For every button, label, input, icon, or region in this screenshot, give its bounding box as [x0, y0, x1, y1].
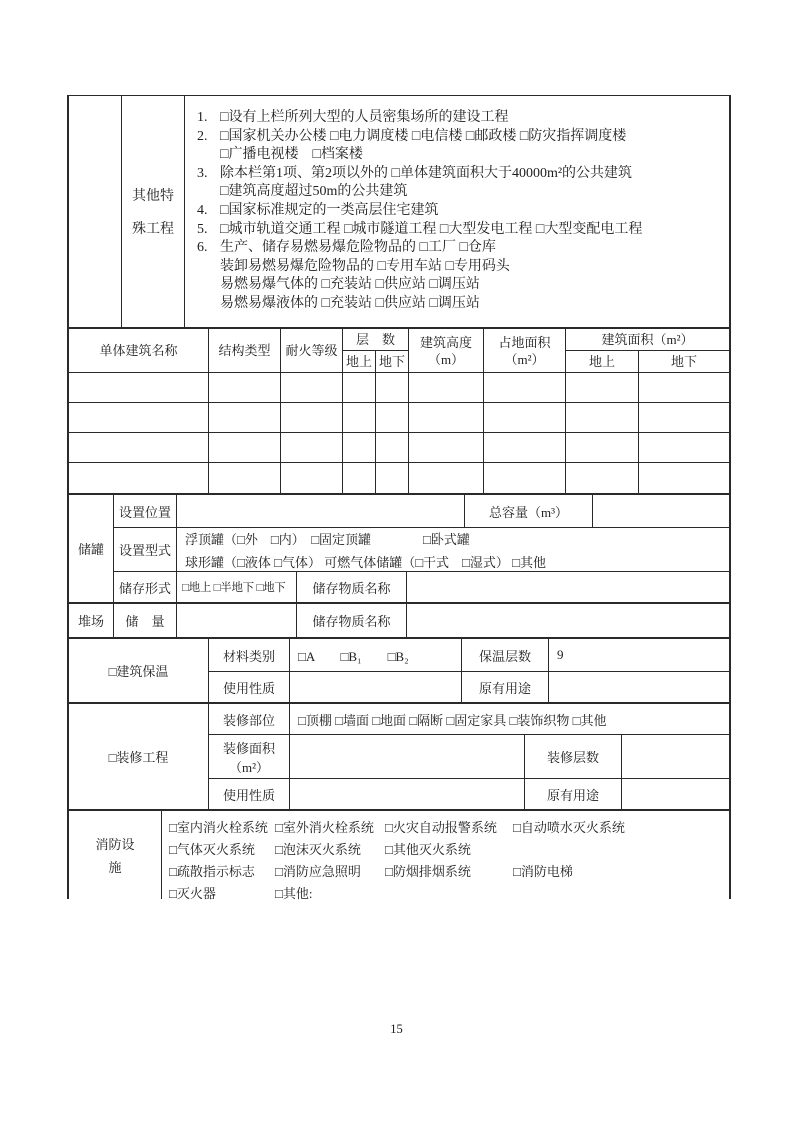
tank-storage-form-options: □地上 □半地下 □地下 [177, 572, 297, 602]
line-number: 4. [197, 202, 208, 218]
col-header-structure-type: 结构类型 [209, 329, 281, 372]
special-project-line [197, 239, 725, 258]
checkbox-options-text: □城市轨道交通工程 □城市隧道工程 □大型发电工程 □大型变配电工程 [220, 221, 643, 237]
building-cell [376, 463, 409, 493]
fire-facilities-row [169, 815, 729, 837]
checkbox-options-text: 易燃易爆气体的 □充装站 □供应站 □调压站 [220, 277, 480, 293]
line-number [197, 183, 220, 202]
building-cell [281, 433, 343, 462]
col-header-floor-area: 建筑面积（m²） [566, 329, 729, 351]
building-cell [69, 403, 209, 432]
insulation-original-use-label: 原有用途 [462, 672, 549, 702]
special-project-line [197, 165, 725, 184]
building-cell [69, 433, 209, 462]
decoration-parts-options: □顶棚 □墙面 □地面 □隔断 □固定家具 □装饰织物 □其他 [298, 712, 607, 728]
checkbox-options-text: 生产、储存易燃易爆危险物品的 □工厂 □仓库 [220, 240, 496, 256]
decoration-works-label: □装修工程 [69, 704, 209, 809]
stockyard-quantity-label: 储 量 [114, 604, 177, 637]
decoration-parts-label: 装修部位 [209, 704, 290, 734]
building-cell [639, 403, 729, 432]
building-row [69, 433, 729, 463]
tank-storage-form-label: 储存形式 [114, 572, 177, 602]
building-cell [409, 403, 484, 432]
checkbox-option: □消防电梯 [513, 863, 573, 879]
tank-type-options-line2: 球形罐（□液体 □气体） 可燃气体储罐（□干式 □湿式） □其他 [185, 554, 547, 570]
decoration-original-use-value [622, 779, 729, 809]
building-cell [281, 403, 343, 432]
building-cell [376, 433, 409, 462]
building-cell [409, 463, 484, 493]
col-header-footprint-area [484, 329, 566, 372]
special-project-line [197, 128, 725, 147]
line-number: 6. [197, 240, 208, 256]
insulation-material-class-label: 材料类别 [209, 639, 290, 671]
line-number [197, 146, 220, 165]
fire-facilities-row [169, 881, 729, 903]
building-cell [566, 433, 639, 462]
building-cell [484, 433, 566, 462]
col-header-area-below: 地下 [670, 354, 697, 369]
special-projects-empty-cell [69, 96, 122, 327]
col-header-footprint-line1: 占地面积 [498, 334, 551, 350]
col-header-floor-area-group [566, 329, 729, 372]
building-row [69, 403, 729, 433]
building-cell [484, 373, 566, 402]
fire-facilities-options [162, 811, 729, 899]
building-cell [343, 373, 376, 402]
line-number [197, 276, 220, 295]
storage-tank-label: 储罐 [69, 495, 114, 602]
insulation-usage-value [290, 672, 462, 702]
building-cell [484, 403, 566, 432]
decoration-original-use-label: 原有用途 [525, 779, 622, 809]
tank-type-options [177, 528, 729, 571]
special-project-line [197, 258, 725, 277]
tank-total-capacity-label: 总容量（m³） [465, 495, 593, 527]
line-number [197, 295, 220, 314]
decoration-area-label-line1: 装修面积 [222, 740, 275, 756]
checkbox-option: □室外消火栓系统 [275, 819, 374, 835]
decoration-floors-value [622, 735, 729, 778]
checkbox-options-text: □建筑高度超过50m的公共建筑 [220, 184, 408, 200]
checkbox-option: □灭火器 [169, 885, 216, 901]
col-header-floors-below: 地下 [378, 354, 405, 369]
col-header-building-height-line1: 建筑高度 [419, 334, 472, 350]
building-cell [69, 373, 209, 402]
building-cell [343, 463, 376, 493]
col-header-building-height [409, 329, 484, 372]
building-cell [409, 433, 484, 462]
col-header-building-name: 单体建筑名称 [69, 329, 209, 372]
decoration-usage-value [290, 779, 525, 809]
checkbox-option: □室内消火栓系统 [169, 819, 268, 835]
checkbox-option: □泡沫灭火系统 [275, 841, 361, 857]
decoration-area-value [290, 735, 525, 778]
fire-declaration-form-table [67, 95, 731, 899]
special-project-line [197, 202, 725, 221]
col-header-fire-rating: 耐火等级 [281, 329, 343, 372]
building-insulation-label: □建筑保温 [69, 639, 209, 702]
building-cell [566, 373, 639, 402]
building-cell [209, 403, 281, 432]
tank-location-value [177, 495, 465, 527]
building-cell [209, 463, 281, 493]
stockyard-quantity-value [177, 604, 297, 637]
checkbox-option: □自动喷水灭火系统 [513, 819, 625, 835]
building-info-table [69, 329, 729, 495]
tank-location-label: 设置位置 [114, 495, 177, 527]
insulation-usage-label: 使用性质 [209, 672, 290, 702]
building-cell [639, 433, 729, 462]
building-cell [639, 373, 729, 402]
tank-material-name-value [407, 572, 729, 602]
checkbox-options-text: □广播电视楼 □档案楼 [220, 147, 363, 163]
fire-facilities-row [169, 837, 729, 859]
checkbox-options-text: □设有上栏所列大型的人员密集场所的建设工程 [220, 110, 509, 125]
line-number: 3. [197, 165, 208, 181]
line-number: 2. [197, 128, 208, 144]
special-project-line [197, 109, 725, 128]
col-header-floors: 层 数 [343, 329, 408, 351]
special-projects-options [185, 96, 729, 327]
special-project-line [197, 146, 725, 165]
line-number: 1. [197, 110, 208, 125]
checkbox-option: □其他: [275, 885, 313, 901]
tank-type-label: 设置型式 [114, 528, 177, 571]
special-project-line [197, 221, 725, 240]
tank-total-capacity-value [593, 495, 729, 527]
special-project-line [197, 276, 725, 295]
stockyard-material-name-label: 储存物质名称 [297, 604, 407, 637]
building-cell [343, 403, 376, 432]
building-cell [69, 463, 209, 493]
insulation-layers-value: 9 [557, 647, 564, 662]
section-fire-facilities [69, 811, 729, 899]
checkbox-options-text: 除本栏第1项、第2项以外的 □单体建筑面积大于40000m²的公共建筑 [220, 165, 633, 181]
tank-material-name-label: 储存物质名称 [297, 572, 407, 602]
tank-type-options-line1: 浮顶罐（□外 □内） □固定顶罐 □卧式罐 [185, 531, 470, 547]
section-other-special-projects [69, 96, 729, 329]
building-cell [343, 433, 376, 462]
special-project-line [197, 183, 725, 202]
building-cell [281, 463, 343, 493]
fire-facilities-label-line2: 施 [108, 860, 122, 875]
checkbox-options-text: □国家机关办公楼 □电力调度楼 □电信楼 □邮政楼 □防灾指挥调度楼 [220, 128, 627, 144]
col-header-footprint-line2: （m²） [504, 351, 545, 367]
col-header-floors-group [343, 329, 409, 372]
other-special-projects-label-line1: 其他特 [132, 189, 174, 204]
checkbox-option: □火灾自动报警系统 [385, 819, 497, 835]
checkbox-option: □气体灭火系统 [169, 841, 255, 857]
building-cell [281, 373, 343, 402]
decoration-usage-label: 使用性质 [209, 779, 290, 809]
building-cell [566, 403, 639, 432]
building-cell [639, 463, 729, 493]
decoration-floors-label: 装修层数 [525, 735, 622, 778]
stockyard-label: 堆场 [69, 604, 114, 637]
col-header-floors-above: 地上 [343, 351, 376, 372]
building-row [69, 373, 729, 403]
building-cell [409, 373, 484, 402]
insulation-original-use-value [549, 672, 729, 702]
section-building-insulation [69, 639, 729, 704]
checkbox-option: □消防应急照明 [275, 863, 361, 879]
building-cell [209, 373, 281, 402]
checkbox-option: □防烟排烟系统 [385, 863, 471, 879]
checkbox-option: □其他灭火系统 [385, 841, 471, 857]
col-header-building-height-line2: （m） [427, 351, 465, 367]
checkbox-options-text: 易燃易爆液体的 □充装站 □供应站 □调压站 [220, 295, 480, 311]
insulation-layers-label: 保温层数 [462, 639, 549, 671]
insulation-material-class-options: □A □B₁ □B₂ [290, 639, 462, 671]
building-cell [209, 433, 281, 462]
building-cell [376, 373, 409, 402]
line-number: 5. [197, 221, 208, 237]
building-cell [566, 463, 639, 493]
col-header-area-above: 地上 [566, 351, 639, 372]
other-special-projects-label-line2: 殊工程 [132, 222, 174, 237]
checkbox-options-text: 装卸易燃易爆危险物品的 □专用车站 □专用码头 [220, 258, 510, 274]
fire-facilities-label [69, 811, 162, 899]
building-table-header [69, 329, 729, 373]
line-number [197, 258, 220, 277]
decoration-area-label-line2: （m²） [228, 759, 269, 775]
building-cell [484, 463, 566, 493]
building-row [69, 463, 729, 493]
fire-facilities-row [169, 859, 729, 881]
building-cell [376, 403, 409, 432]
section-decoration-works [69, 704, 729, 811]
decoration-area-label [209, 735, 290, 778]
section-storage-tanks [69, 495, 729, 604]
checkbox-options-text: □国家标准规定的一类高层住宅建筑 [220, 202, 439, 218]
page-number: 15 [390, 1022, 403, 1036]
stockyard-material-name-value [407, 604, 729, 637]
other-special-projects-label [122, 96, 185, 327]
special-project-line [197, 295, 725, 314]
section-stockyard [69, 604, 729, 639]
checkbox-option: □疏散指示标志 [169, 863, 255, 879]
fire-facilities-label-line1: 消防设 [95, 837, 135, 852]
